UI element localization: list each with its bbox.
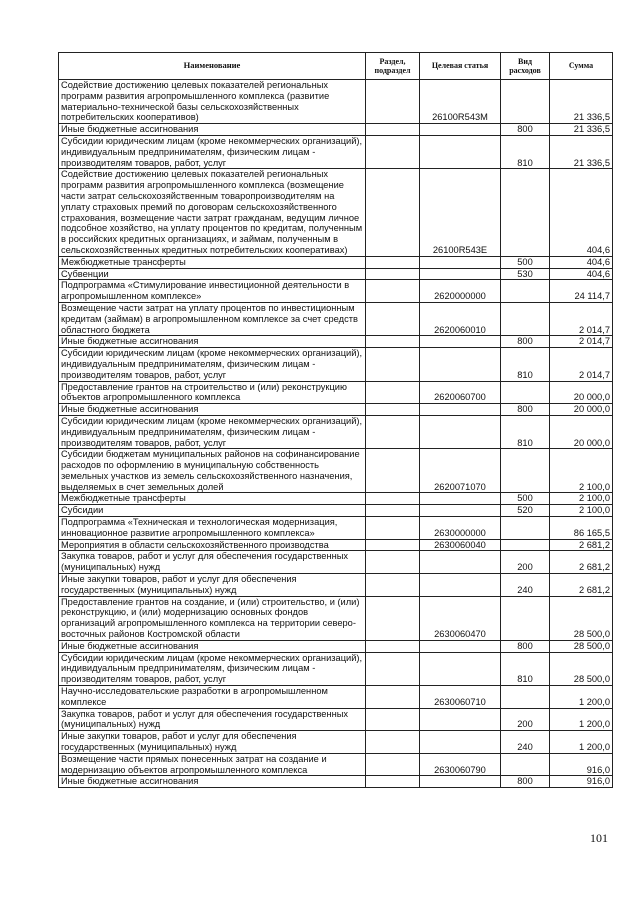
cell-target — [420, 415, 501, 448]
cell-target: 2630060790 — [420, 753, 501, 776]
cell-target: 2620060700 — [420, 381, 501, 404]
table-row — [59, 652, 613, 685]
cell-target — [420, 731, 501, 754]
cell-target — [420, 776, 501, 788]
cell-expense — [501, 539, 550, 551]
cell-target — [420, 493, 501, 505]
cell-expense — [501, 449, 550, 493]
cell-sum: 2 014,7 — [550, 348, 613, 381]
header-section: Раздел, подраздел — [366, 53, 420, 80]
table-row — [59, 404, 613, 416]
cell-expense: 810 — [501, 348, 550, 381]
cell-sum: 2 681,2 — [550, 574, 613, 597]
cell-name: Закупка товаров, работ и услуг для обеспечения государственных (муниципальных) нужд — [59, 551, 366, 574]
cell-sum: 2 014,7 — [550, 302, 613, 335]
cell-section — [366, 505, 420, 517]
cell-name: Содействие достижению целевых показателей региональных программ развития агропромышленного комплекса (развитие материально-технической базы сельскохозяйственных потребительских кооперативов) — [59, 80, 366, 124]
cell-target — [420, 652, 501, 685]
cell-name: Подпрограмма «Стимулирование инвестиционной деятельности в агропромышленном комплексе» — [59, 280, 366, 303]
cell-section — [366, 280, 420, 303]
cell-section — [366, 169, 420, 256]
cell-sum: 28 500,0 — [550, 640, 613, 652]
cell-name: Подпрограмма «Техническая и технологическая модернизация, инновационное развитие агропромышленного комплекса» — [59, 517, 366, 540]
cell-name: Предоставление грантов на создание, и (или) строительство, и (или) реконструкцию, и (или) модернизацию основных фондов организаций агропромышленного комплекса на территории северо-восточных районов Костромской области — [59, 596, 366, 640]
table-row — [59, 80, 613, 124]
cell-sum: 916,0 — [550, 753, 613, 776]
table-row — [59, 708, 613, 731]
cell-sum: 1 200,0 — [550, 708, 613, 731]
cell-section — [366, 124, 420, 136]
cell-sum: 2 100,0 — [550, 449, 613, 493]
table-body — [59, 80, 613, 788]
header-sum: Сумма — [550, 53, 613, 80]
cell-target — [420, 124, 501, 136]
table-row — [59, 753, 613, 776]
cell-target — [420, 505, 501, 517]
cell-target: 2620060010 — [420, 302, 501, 335]
cell-sum: 2 681,2 — [550, 551, 613, 574]
cell-expense: 240 — [501, 574, 550, 597]
cell-expense — [501, 280, 550, 303]
table-row — [59, 505, 613, 517]
cell-name: Субсидии — [59, 505, 366, 517]
cell-name: Иные бюджетные ассигнования — [59, 336, 366, 348]
cell-section — [366, 539, 420, 551]
cell-name: Возмещение части прямых понесенных затрат на создание и модернизацию объектов агропромышленного комплекса — [59, 753, 366, 776]
cell-target — [420, 574, 501, 597]
cell-sum: 404,6 — [550, 268, 613, 280]
cell-target — [420, 348, 501, 381]
table-row — [59, 776, 613, 788]
cell-sum: 404,6 — [550, 256, 613, 268]
cell-name: Субвенции — [59, 268, 366, 280]
table-row — [59, 348, 613, 381]
table-row — [59, 517, 613, 540]
cell-expense: 520 — [501, 505, 550, 517]
cell-expense: 200 — [501, 708, 550, 731]
cell-target — [420, 336, 501, 348]
cell-sum: 21 336,5 — [550, 124, 613, 136]
cell-target — [420, 708, 501, 731]
cell-name: Предоставление грантов на строительство и (или) реконструкцию объектов агропромышленного комплекса — [59, 381, 366, 404]
cell-name: Иные бюджетные ассигнования — [59, 776, 366, 788]
cell-section — [366, 776, 420, 788]
table-row — [59, 381, 613, 404]
table-header-row — [59, 53, 613, 80]
cell-section — [366, 268, 420, 280]
cell-name: Субсидии бюджетам муниципальных районов на софинансирование расходов по оформлению в муниципальную собственность земельных участков из земель сельскохозяйственного назначения, выделяемых в счет земельных долей — [59, 449, 366, 493]
cell-section — [366, 517, 420, 540]
table-row — [59, 268, 613, 280]
cell-section — [366, 493, 420, 505]
table-row — [59, 493, 613, 505]
cell-name: Возмещение части затрат на уплату процентов по инвестиционным кредитам (займам) в агропромышленном комплексе за счет средств областного бюджета — [59, 302, 366, 335]
table-row — [59, 686, 613, 709]
table-row — [59, 449, 613, 493]
cell-expense: 500 — [501, 256, 550, 268]
cell-section — [366, 753, 420, 776]
table-row — [59, 574, 613, 597]
table-row — [59, 539, 613, 551]
cell-name: Научно-исследовательские разработки в агропромышленном комплексе — [59, 686, 366, 709]
cell-sum: 20 000,0 — [550, 381, 613, 404]
table-row — [59, 256, 613, 268]
cell-expense: 800 — [501, 776, 550, 788]
cell-target: 2630060710 — [420, 686, 501, 709]
cell-section — [366, 302, 420, 335]
cell-sum: 28 500,0 — [550, 652, 613, 685]
cell-expense: 530 — [501, 268, 550, 280]
cell-sum: 20 000,0 — [550, 415, 613, 448]
cell-target — [420, 256, 501, 268]
cell-sum: 20 000,0 — [550, 404, 613, 416]
cell-name: Иные бюджетные ассигнования — [59, 404, 366, 416]
cell-expense: 500 — [501, 493, 550, 505]
table-row — [59, 596, 613, 640]
cell-section — [366, 551, 420, 574]
cell-section — [366, 381, 420, 404]
table-row — [59, 280, 613, 303]
cell-target: 2620071070 — [420, 449, 501, 493]
cell-section — [366, 708, 420, 731]
cell-expense: 810 — [501, 415, 550, 448]
cell-name: Иные закупки товаров, работ и услуг для обеспечения государственных (муниципальных) нужд — [59, 731, 366, 754]
cell-section — [366, 256, 420, 268]
cell-section — [366, 731, 420, 754]
cell-sum: 1 200,0 — [550, 686, 613, 709]
cell-sum: 21 336,5 — [550, 135, 613, 168]
cell-target — [420, 551, 501, 574]
cell-target: 2630060470 — [420, 596, 501, 640]
table-row — [59, 135, 613, 168]
cell-section — [366, 596, 420, 640]
cell-target — [420, 268, 501, 280]
cell-section — [366, 348, 420, 381]
header-name: Наименование — [59, 53, 366, 80]
cell-target — [420, 135, 501, 168]
cell-name: Межбюджетные трансферты — [59, 493, 366, 505]
table-row — [59, 302, 613, 335]
table-row — [59, 731, 613, 754]
cell-sum: 2 100,0 — [550, 493, 613, 505]
cell-sum: 24 114,7 — [550, 280, 613, 303]
cell-name: Иные бюджетные ассигнования — [59, 124, 366, 136]
cell-section — [366, 574, 420, 597]
cell-expense — [501, 381, 550, 404]
cell-name: Иные бюджетные ассигнования — [59, 640, 366, 652]
table-row — [59, 336, 613, 348]
cell-expense — [501, 517, 550, 540]
cell-sum: 28 500,0 — [550, 596, 613, 640]
cell-sum: 1 200,0 — [550, 731, 613, 754]
cell-name: Иные закупки товаров, работ и услуг для обеспечения государственных (муниципальных) нужд — [59, 574, 366, 597]
cell-name: Мероприятия в области сельскохозяйственного производства — [59, 539, 366, 551]
cell-expense: 800 — [501, 336, 550, 348]
table-row — [59, 124, 613, 136]
cell-expense — [501, 169, 550, 256]
cell-expense: 810 — [501, 652, 550, 685]
budget-table — [58, 52, 613, 788]
cell-section — [366, 80, 420, 124]
cell-section — [366, 336, 420, 348]
cell-section — [366, 404, 420, 416]
cell-sum: 21 336,5 — [550, 80, 613, 124]
cell-section — [366, 415, 420, 448]
cell-section — [366, 686, 420, 709]
cell-expense: 800 — [501, 404, 550, 416]
cell-section — [366, 652, 420, 685]
cell-target: 2630000000 — [420, 517, 501, 540]
cell-expense: 800 — [501, 124, 550, 136]
cell-section — [366, 449, 420, 493]
cell-expense — [501, 302, 550, 335]
cell-target: 26100R543M — [420, 80, 501, 124]
cell-target: 26100R543E — [420, 169, 501, 256]
cell-expense: 810 — [501, 135, 550, 168]
cell-expense: 200 — [501, 551, 550, 574]
cell-expense: 800 — [501, 640, 550, 652]
cell-sum: 86 165,5 — [550, 517, 613, 540]
cell-expense — [501, 596, 550, 640]
cell-name: Закупка товаров, работ и услуг для обеспечения государственных (муниципальных) нужд — [59, 708, 366, 731]
cell-section — [366, 640, 420, 652]
cell-expense — [501, 80, 550, 124]
cell-target — [420, 404, 501, 416]
cell-name: Содействие достижению целевых показателей региональных программ развития агропромышленного комплекса (возмещение части затрат сельскохозяйственным товаропроизводителям на уплату страховых премий по договорам сельскохозяйственного страхования, возмещение части затрат гражданам, ведущим личное подсобное хозяйство, на уплату процентов по кредитам, полученным в российских кредитных организациях, и займам, полученным в сельскохозяйственных кредитных потребительских кооперативах) — [59, 169, 366, 256]
table-row — [59, 169, 613, 256]
cell-sum: 2 681,2 — [550, 539, 613, 551]
cell-target: 2630060040 — [420, 539, 501, 551]
cell-expense — [501, 686, 550, 709]
cell-section — [366, 135, 420, 168]
cell-name: Субсидии юридическим лицам (кроме некоммерческих организаций), индивидуальным предпринимателям, физическим лицам - производителям товаров, работ, услуг — [59, 135, 366, 168]
header-target: Целевая статья — [420, 53, 501, 80]
page-number: 101 — [590, 831, 608, 845]
table-row — [59, 551, 613, 574]
cell-name: Межбюджетные трансферты — [59, 256, 366, 268]
cell-expense — [501, 753, 550, 776]
cell-sum: 2 014,7 — [550, 336, 613, 348]
cell-target — [420, 640, 501, 652]
cell-sum: 404,6 — [550, 169, 613, 256]
cell-name: Субсидии юридическим лицам (кроме некоммерческих организаций), индивидуальным предпринимателям, физическим лицам - производителям товаров, работ, услуг — [59, 652, 366, 685]
cell-expense: 240 — [501, 731, 550, 754]
cell-sum: 2 100,0 — [550, 505, 613, 517]
cell-name: Субсидии юридическим лицам (кроме некоммерческих организаций), индивидуальным предпринимателям, физическим лицам - производителям товаров, работ, услуг — [59, 415, 366, 448]
table-row — [59, 640, 613, 652]
table-row — [59, 415, 613, 448]
cell-target: 2620000000 — [420, 280, 501, 303]
cell-sum: 916,0 — [550, 776, 613, 788]
header-expense: Вид расходов — [501, 53, 550, 80]
cell-name: Субсидии юридическим лицам (кроме некоммерческих организаций), индивидуальным предпринимателям, физическим лицам - производителям товаров, работ, услуг — [59, 348, 366, 381]
